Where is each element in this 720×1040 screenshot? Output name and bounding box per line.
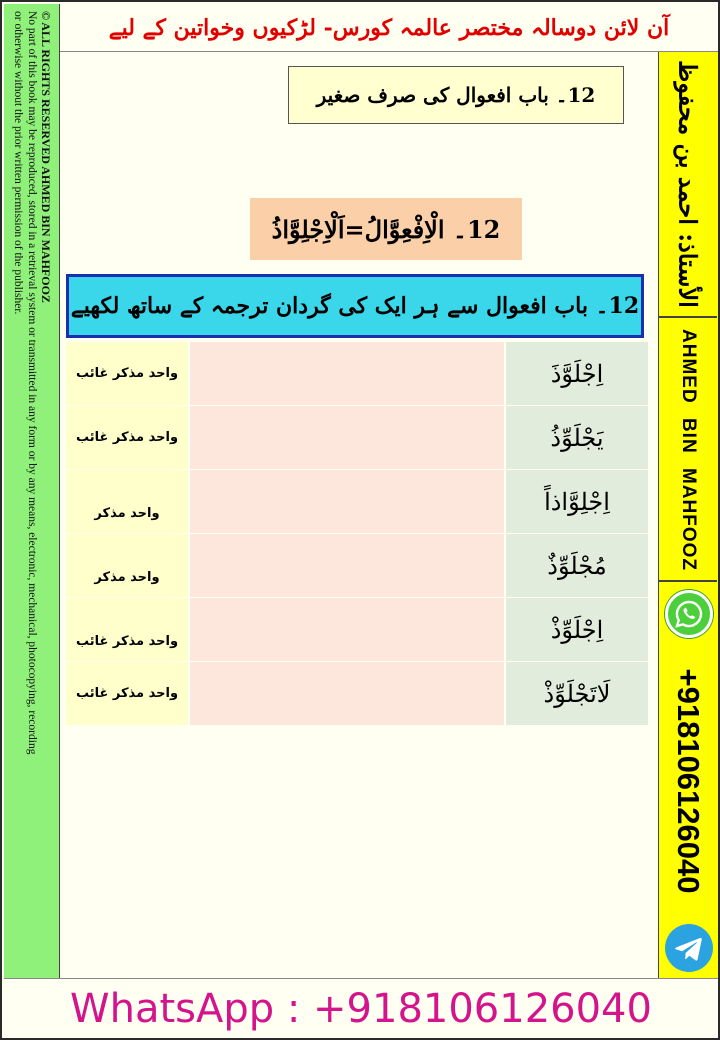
masdar-formula: 12۔ الْاِفْعِوَّالُ=اَلْاِجْلِوَّاذُ	[271, 214, 501, 244]
instruction-text: 12۔ باب افعوال سے ہر ایک کی گردان ترجمہ کے ساتھ لکھیے	[70, 293, 640, 319]
translation-blank[interactable]	[190, 598, 504, 661]
table-row	[66, 470, 648, 533]
whatsapp-footer	[4, 978, 718, 1038]
table-row	[66, 406, 648, 469]
form-label-cell	[66, 598, 188, 661]
form-label: واحد مذکر غائب	[75, 686, 179, 701]
translation-blank[interactable]	[190, 342, 504, 405]
verb-form: اِجْلَوِّذْ	[550, 615, 604, 644]
verb-cell	[506, 342, 648, 405]
course-banner	[60, 4, 718, 52]
translation-blank[interactable]	[190, 406, 504, 469]
verb-cell	[506, 662, 648, 725]
copyright-strip	[4, 4, 60, 978]
form-label: واحد مذکر غائب	[75, 430, 179, 445]
teacher-box	[659, 52, 717, 318]
table-row	[66, 598, 648, 661]
form-label-cell	[66, 406, 188, 469]
conjugation-table	[66, 342, 648, 726]
telegram-icon	[665, 924, 713, 972]
verb-cell	[506, 598, 648, 661]
verb-form: يَجْلَوِّذُ	[550, 423, 604, 452]
teacher-name-english: AHMED BIN MAHFOOZ	[678, 329, 699, 571]
form-label: واحد مذکر	[94, 506, 160, 521]
translation-blank[interactable]	[190, 470, 504, 533]
form-label: واحد مذکر غائب	[75, 366, 179, 381]
lesson-title-box	[288, 66, 624, 124]
whatsapp-icon	[665, 590, 713, 638]
verb-form: لَاتَجْلَوِّذْ	[543, 679, 611, 708]
translation-blank[interactable]	[190, 534, 504, 597]
whatsapp-number: WhatsApp : +918106126040	[70, 985, 652, 1032]
name-box	[659, 320, 717, 582]
lesson-title: 12۔ باب افعوال کی صرف صغیر	[316, 83, 596, 107]
form-label-cell	[66, 662, 188, 725]
form-label-cell	[66, 342, 188, 405]
copyright-notice-1: No part of this book may be reproduced, stored in a retrieval system or transmitted in any form or by any means, electronic, mechanical, photocopying, recording	[25, 11, 38, 755]
teacher-name-urdu: الأستاذ: احمد بن محفوظ	[673, 60, 703, 308]
form-label: واحد مذکر	[94, 570, 160, 585]
phone-number: +918106126040	[671, 668, 706, 894]
verb-cell	[506, 534, 648, 597]
copyright-text	[11, 11, 53, 971]
contact-strip	[658, 52, 718, 978]
copyright-notice-2: or otherwise without the prior written permission of the publisher.	[11, 11, 24, 315]
translation-blank[interactable]	[190, 662, 504, 725]
instruction-box	[66, 274, 644, 338]
table-row	[66, 662, 648, 725]
verb-cell	[506, 406, 648, 469]
form-label-cell	[66, 534, 188, 597]
masdar-formula-box	[250, 198, 522, 260]
form-label: واحد مذکر غائب	[75, 634, 179, 649]
table-row	[66, 534, 648, 597]
form-label-cell	[66, 470, 188, 533]
verb-form: مُجْلَوِّذٌ	[547, 551, 607, 580]
course-title: آن لائن دوسالہ مختصر عالمہ کورس- لڑکیوں وخواتین کے لیے	[108, 14, 670, 41]
rights-reserved: © ALL RIGHTS RESERVED AHMED BIN MAHFOOZ	[38, 11, 53, 303]
verb-cell	[506, 470, 648, 533]
phone-box	[659, 584, 717, 978]
table-row	[66, 342, 648, 405]
verb-form: اِجْلِوَّاذاً	[544, 487, 610, 516]
verb-form: اِجْلَوَّذَ	[550, 359, 604, 388]
